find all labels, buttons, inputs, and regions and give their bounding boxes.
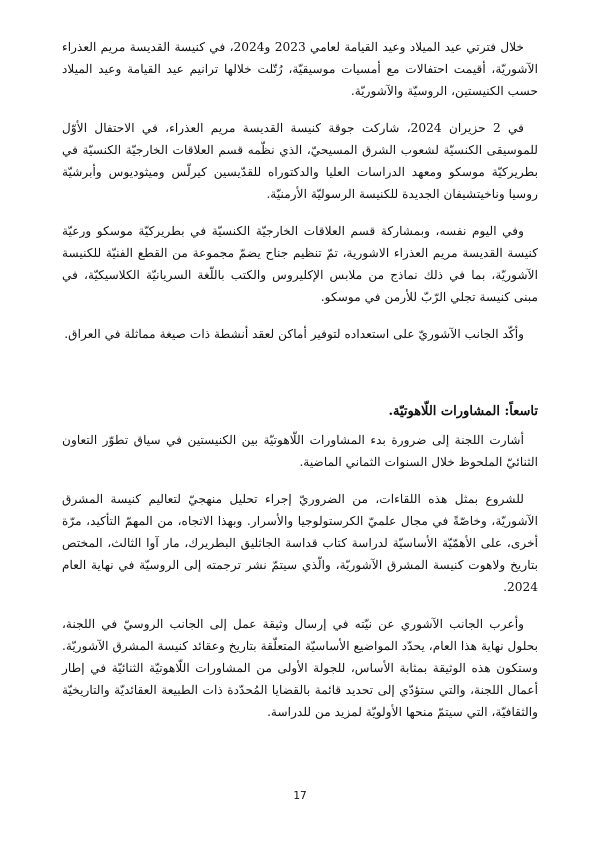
paragraph-june-festival: في 2 حزيران 2024، شاركت جوقة كنيسة القديسة مريم العذراء، في الاحتفال الأوّل للموسيقى الكنسيّة لشعوب الشرق المسيحيّ، الذي نظّمه قسم العلاقات الخارجيّة الكنسيّة في بطريركيّة موسكو ومعهد الدراسات العليا والدكتوراه للقدّيسين كيرلّس وميثوديوس وأبرشيّة روسيا وناخيتشيفان الجديدة للكنيسة الرسوليّة الأرمنيّة.: [62, 121, 538, 201]
paragraph-exhibition: وفي اليوم نفسه، وبمشاركة قسم العلاقات الخارجيّة الكنسيّة في بطريركيّة موسكو ورعيّة كنيسة القديسة مريم العذراء الاشورية، تمّ تنظيم جناح يضمّ مجموعة من القطع الفنيّة للكنيسة الآشوريّة، بما في ذلك نماذج من ملابس الإكليروس والكتب باللّغة السريانيّة الكلاسيكيّة، في مبنى كنيسة تجلي الرّبّ للأرمن في موسكو.: [62, 224, 538, 304]
paragraph-christmas-easter: خلال فترتي عيد الميلاد وعيد القيامة لعامي 2023 و2024، في كنيسة القديسة مريم العذراء الآشوريّة، أقيمت احتفالات مع أمسيات موسيقيّة، رُتّلت خلالها ترانيم عيد القيامة وعيد الميلاد حسب الكنيستين، الروسيّة والآشوريّة.: [62, 40, 538, 98]
page-number: 17: [293, 790, 307, 802]
section-gap: [62, 360, 538, 378]
paragraph-systematic-analysis: للشروع بمثل هذه اللقاءات، من الضروريّ إجراء تحليل منهجيّ لتعاليم كنيسة المشرق الآشوريّة، وخاصّةً في مجال علميّ الكرستولوجيا والأسرار. وبهذا الاتجاه، من المهمّ التأكيد، مرّة أخرى، على الأهمّيّة الأساسيّة لدراسة كتاب قداسة الجاثليق البطريرك، مار آوا الثالث، المختص بتاريخ ولاهوت كنيسة المشرق الآشوريّة، والّذي سيتمّ نشر ترجمته إلى الروسيّة في نهاية العام 2024.: [62, 492, 538, 594]
section-heading: تاسعاً: المشاورات اللّاهوتيّة.: [388, 404, 538, 419]
paragraph-consultations-start: أشارت اللجنة إلى ضرورة بدء المشاورات اللّاهوتيّة بين الكنيستين في سياق تطوّر التعاون الثنائيّ الملحوظ خلال السنوات الثماني الماضية.: [62, 433, 538, 469]
document-page: [62, 36, 538, 738]
paragraph-iraq-readiness: وأكّد الجانب الآشوريّ على استعداده لتوفير أماكن لعقد أنشطة ذات صيغة مماثلة في العراق.: [64, 327, 524, 341]
paragraph-working-document: وأعرب الجانب الآشوري عن نيّته في إرسال وثيقة عمل إلى الجانب الروسيّ في اللجنة، بحلول نهاية هذا العام، يحدّد المواضيع الأساسيّة المتعلّقة بتاريخ وعقائد كنيسة المشرق الآشوريّة. وستكون هذه الوثيقة بمثابة الأساس، للجولة الأولى من المشاورات اللّاهوتيّة الثنائيّة في إطار أعمال اللجنة، والتي ستؤدّي إلى تحديد قائمة بالقضايا المُحدّدة ذات الطبيعة العقائديّة والتاريخيّة والثقافيّة، التي سيتمّ منحها الأولويّة لمزيد من للدراسة.: [62, 617, 538, 719]
